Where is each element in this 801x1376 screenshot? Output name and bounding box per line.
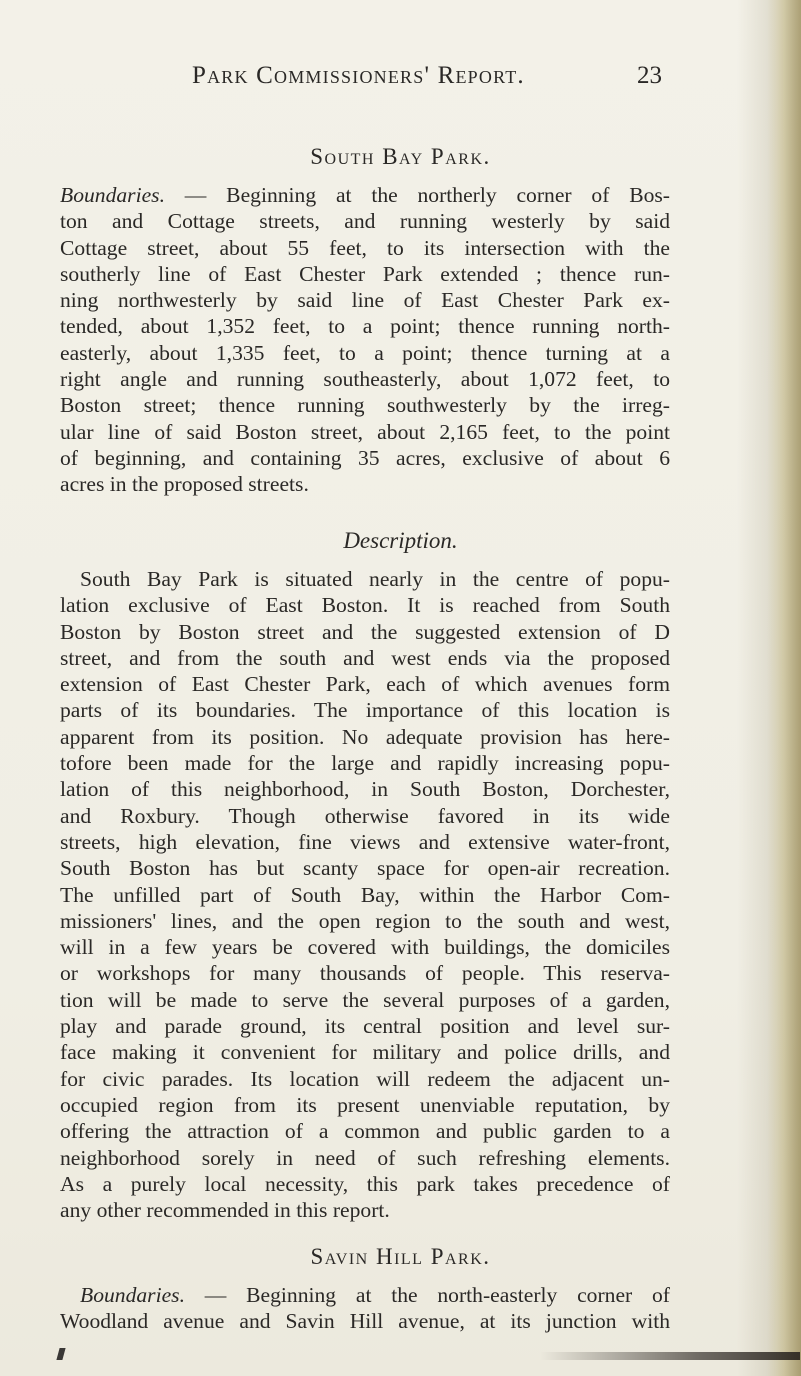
paragraph-line: right angle and running southeasterly, about 1,072 feet, to: [60, 367, 670, 392]
paragraph-line: lation exclusive of East Boston. It is reached from South: [60, 593, 670, 618]
paragraph-line: tofore been made for the large and rapidly increasing popu-: [60, 751, 670, 776]
paragraph-line: Woodland avenue and Savin Hill avenue, at its junction with: [60, 1309, 670, 1334]
boundaries-label: Boundaries.: [80, 1283, 185, 1307]
paragraph-line: for civic parades. Its location will redeem the adjacent un-: [60, 1066, 670, 1091]
paragraph-line: As a purely local necessity, this park takes precedence of: [60, 1171, 670, 1196]
paragraph-line: street, and from the south and west ends via the proposed: [60, 645, 670, 670]
paragraph-line: ular line of said Boston street, about 2,165 feet, to the point: [60, 419, 670, 444]
paragraph-line: play and parade ground, its central position and level sur-: [60, 1014, 670, 1039]
paragraph-line: offering the attraction of a common and public garden to a: [60, 1119, 670, 1144]
paragraph-line: or workshops for many thousands of people. This reserva-: [60, 961, 670, 986]
paragraph-line: South Bay Park is situated nearly in the centre of popu-: [80, 567, 670, 591]
section-heading-south-bay-park: South Bay Park.: [310, 144, 491, 169]
south-bay-description-paragraph: [60, 566, 670, 1223]
page-bottom-shadow: [540, 1352, 800, 1360]
paragraph-line: any other recommended in this report.: [60, 1198, 390, 1223]
paragraph-line: Boston street; thence running southwesterly by the irreg-: [60, 393, 670, 418]
paragraph-line: and Roxbury. Though otherwise favored in its wide: [60, 803, 670, 828]
paragraph-line: parts of its boundaries. The importance of this location is: [60, 698, 670, 723]
paragraph-line: lation of this neighborhood, in South Boston, Dorchester,: [60, 777, 670, 802]
section-heading-savin-hill-park: Savin Hill Park.: [310, 1244, 491, 1269]
paragraph-line: streets, high elevation, fine views and extensive water-front,: [60, 829, 670, 854]
paragraph-line: Boundaries. — Beginning at the north-easterly corner of: [80, 1283, 670, 1307]
running-head-title: Park Commissioners' Report.: [192, 62, 525, 89]
subheading-description: Description.: [343, 528, 458, 553]
paragraph-line: occupied region from its present unenviable reputation, by: [60, 1092, 670, 1117]
paragraph-line: will in a few years be covered with buildings, the domiciles: [60, 935, 670, 960]
page-edge-stain: [767, 0, 801, 1376]
boundaries-label: Boundaries.: [60, 183, 165, 207]
paragraph-line: apparent from its position. No adequate provision has here-: [60, 724, 670, 749]
paragraph-line: of beginning, and containing 35 acres, exclusive of about 6: [60, 445, 670, 470]
paragraph-line: ning northwesterly by said line of East Chester Park ex-: [60, 288, 670, 313]
paragraph-line: tended, about 1,352 feet, to a point; thence running north-: [60, 314, 670, 339]
paragraph-line: acres in the proposed streets.: [60, 472, 309, 497]
paragraph-line: Boston by Boston street and the suggested extension of D: [60, 619, 670, 644]
printer-mark: [56, 1348, 65, 1360]
paragraph-line: Cottage street, about 55 feet, to its intersection with the: [60, 235, 670, 260]
paragraph-line: tion will be made to serve the several purposes of a garden,: [60, 987, 670, 1012]
paragraph-line: face making it convenient for military and police drills, and: [60, 1040, 670, 1065]
south-bay-boundaries-paragraph: [60, 182, 670, 498]
paragraph-line: easterly, about 1,335 feet, to a point; thence turning at a: [60, 340, 670, 365]
running-head: [0, 62, 801, 92]
paragraph-line: extension of East Chester Park, each of which avenues form: [60, 672, 670, 697]
paragraph-line: missioners' lines, and the open region to the south and west,: [60, 908, 670, 933]
paragraph-line: southerly line of East Chester Park extended ; thence run-: [60, 261, 670, 286]
paragraph-line: neighborhood sorely in need of such refreshing elements.: [60, 1145, 670, 1170]
savin-hill-boundaries-paragraph: [60, 1282, 670, 1335]
paragraph-line: The unfilled part of South Bay, within the Harbor Com-: [60, 882, 670, 907]
page-number: 23: [637, 62, 662, 89]
paragraph-line: South Boston has but scanty space for open-air recreation.: [60, 856, 670, 881]
paragraph-line: ton and Cottage streets, and running westerly by said: [60, 209, 670, 234]
paragraph-line: Boundaries. — Beginning at the northerly corner of Bos-: [60, 183, 670, 207]
